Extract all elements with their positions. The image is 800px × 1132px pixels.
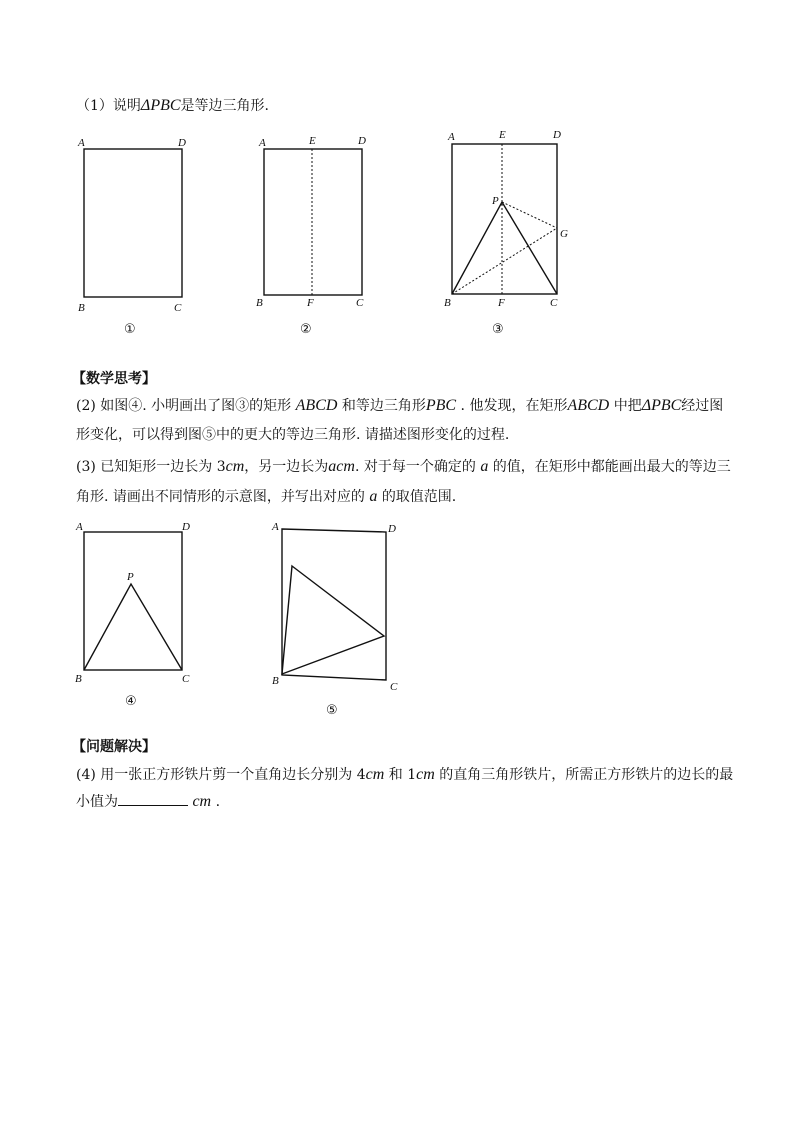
dashed-BG [452, 228, 557, 294]
question-3-line-1: (3) 已知矩形一边长为 3cm，另一边长为acm. 对于每一个确定的 a 的值，在矩形中都能画出最大的等边三 [76, 458, 731, 475]
figure-caption: ⑤ [326, 703, 338, 718]
triangle-PBC [84, 584, 182, 670]
figure-3 [440, 124, 590, 344]
label-A: A [78, 137, 85, 149]
question-2-line-1: (2) 如图④. 小明画出了图③的矩形 ABCD 和等边三角形PBC . 他发现，在矩形ABCD 中把ΔPBC经过图 [76, 397, 724, 414]
label-C: C [550, 297, 558, 309]
math-triangle: ΔPBC [140, 97, 181, 114]
triangle-PBC [452, 202, 557, 294]
answer-blank[interactable] [118, 791, 188, 806]
figure-caption: ② [300, 322, 312, 337]
label-D: D [182, 521, 190, 533]
figure-1 [70, 128, 210, 343]
figure-caption: ④ [125, 694, 137, 709]
label-A: A [259, 137, 266, 149]
rectangle-ABCD [282, 529, 386, 680]
label-D: D [358, 135, 366, 147]
label-G: G [560, 228, 568, 240]
figure-caption: ① [124, 322, 136, 337]
section-heading-problem-solving: 【问题解决】 [72, 739, 156, 755]
label-B: B [272, 675, 279, 687]
figure-4 [70, 518, 210, 723]
question-number: （1） [76, 98, 113, 114]
label-F: F [498, 297, 505, 309]
figure-caption: ③ [492, 322, 504, 337]
label-F: F [307, 297, 314, 309]
label-C: C [356, 297, 364, 309]
label-D: D [178, 137, 186, 149]
label-B: B [78, 302, 85, 314]
label-A: A [272, 521, 279, 533]
label-B: B [256, 297, 263, 309]
figure-2 [252, 128, 392, 343]
label-P: P [492, 195, 499, 207]
equilateral-triangle [282, 566, 384, 674]
question-4-line-1: (4) 用一张正方形铁片剪一个直角边长分别为 4cm 和 1cm 的直角三角形铁片，所需正方形铁片的边长的最 [76, 766, 734, 783]
label-B: B [444, 297, 451, 309]
label-E: E [309, 135, 316, 147]
label-D: D [388, 523, 396, 535]
question-4-line-2: 小值为 cm . [76, 793, 221, 810]
label-C: C [174, 302, 182, 314]
label-E: E [499, 129, 506, 141]
question-2-line-2: 形变化，可以得到图⑤中的更大的等边三角形. 请描述图形变化的过程. [76, 427, 510, 443]
label-A: A [448, 131, 455, 143]
label-C: C [182, 673, 190, 685]
section-heading-math-thinking: 【数学思考】 [72, 371, 156, 387]
label-D: D [553, 129, 561, 141]
label-C: C [390, 681, 398, 693]
label-B: B [75, 673, 82, 685]
label-P: P [127, 571, 134, 583]
label-A: A [76, 521, 83, 533]
question-3-line-2: 角形. 请画出不同情形的示意图，并写出对应的 a 的取值范围. [76, 488, 457, 505]
question-1: （1）说明ΔPBC是等边三角形. [76, 97, 269, 114]
figure-5 [266, 518, 416, 723]
